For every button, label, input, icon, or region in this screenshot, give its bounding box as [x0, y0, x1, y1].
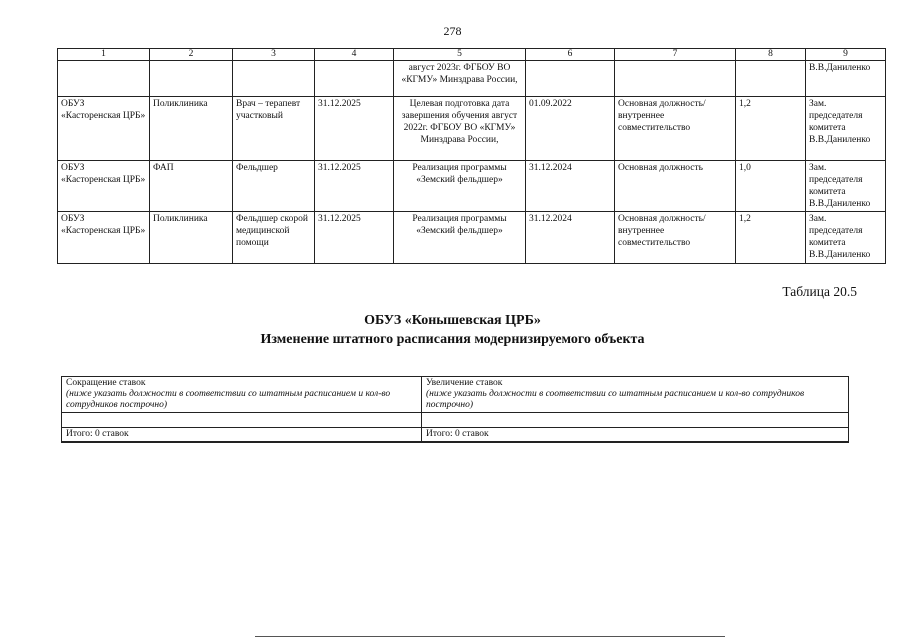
table-row	[58, 212, 886, 264]
table-cell-col-5: Целевая подготовка дата завершения обучения август 2022г. ФГБОУ ВО «КГМУ» Минздрава России,	[394, 97, 526, 161]
section-subtitle: Изменение штатного расписания модернизируемого объекта	[260, 332, 645, 347]
column-number-4: 4	[315, 49, 394, 61]
table-row	[58, 161, 886, 212]
staff-total-row	[62, 428, 849, 443]
column-number-9: 9	[806, 49, 886, 61]
table-cell-col-3: Фельдшер скорой медицинской помощи	[233, 212, 315, 264]
table-cell-col-1: ОБУЗ «Касторенская ЦРБ»	[58, 161, 150, 212]
table-cell-col-8: 1,2	[736, 97, 806, 161]
table-cell-col-3: Врач – терапевт участковый	[233, 97, 315, 161]
table-cell-col-1: ОБУЗ «Касторенская ЦРБ»	[58, 97, 150, 161]
table-cell-col-4: 31.12.2025	[315, 161, 394, 212]
table-cell-col-8: 1,0	[736, 161, 806, 212]
table-cell-col-7: Основная должность/внутреннее совместительство	[615, 97, 736, 161]
table-cell-col-2: Поликлиника	[150, 212, 233, 264]
table-header-row	[58, 49, 886, 61]
table-cell-col-6: 31.12.2024	[526, 212, 615, 264]
table-cell-col-4: 31.12.2025	[315, 212, 394, 264]
column-number-7: 7	[615, 49, 736, 61]
column-number-6: 6	[526, 49, 615, 61]
table-cell-col-4: 31.12.2025	[315, 97, 394, 161]
increase-header-cell	[422, 377, 849, 413]
table-cell-col-9: Зам. председателя комитета В.В.Даниленко	[806, 97, 886, 161]
staff-empty-row	[62, 413, 849, 428]
reduction-header: Сокращение ставок	[66, 378, 146, 388]
reduction-note: (ниже указать должности в соответствии со штатным расписанием и кол-во сотрудников построчно)	[66, 389, 391, 410]
table-cell-col-7	[615, 61, 736, 97]
table-cell-col-3: Фельдшер	[233, 161, 315, 212]
increase-header: Увеличение ставок	[426, 378, 503, 388]
table-cell-col-4	[315, 61, 394, 97]
table-cell-col-2: ФАП	[150, 161, 233, 212]
table-cell-col-8	[736, 61, 806, 97]
organization-title: ОБУЗ «Конышевская ЦРБ»	[364, 313, 541, 328]
column-number-8: 8	[736, 49, 806, 61]
table-cell-col-5: Реализация программы «Земский фельдшер»	[394, 212, 526, 264]
table-cell-col-6	[526, 61, 615, 97]
page-number: 278	[443, 24, 462, 38]
staff-header-row	[62, 377, 849, 413]
table-cell-col-6: 31.12.2024	[526, 161, 615, 212]
table-row	[58, 97, 886, 161]
table-cell-col-9: Зам. председателя комитета В.В.Даниленко	[806, 212, 886, 264]
table-cell-col-2	[150, 61, 233, 97]
table-cell-col-6: 01.09.2022	[526, 97, 615, 161]
table-cell-col-3	[233, 61, 315, 97]
table-cell-col-7: Основная должность/внутреннее совместительство	[615, 212, 736, 264]
increase-note: (ниже указать должности в соответствии со штатным расписанием и кол-во сотрудников построчно)	[426, 389, 805, 410]
table-cell-col-9: В.В.Даниленко	[806, 61, 886, 97]
table-cell-col-2: Поликлиника	[150, 97, 233, 161]
reduction-header-cell	[62, 377, 422, 413]
reduction-total: Итого: 0 ставок	[62, 428, 422, 443]
reduction-empty-cell	[62, 413, 422, 428]
table-cell-col-7: Основная должность	[615, 161, 736, 212]
increase-empty-cell	[422, 413, 849, 428]
table-cell-col-5: Реализация программы «Земский фельдшер»	[394, 161, 526, 212]
increase-total: Итого: 0 ставок	[422, 428, 849, 443]
bottom-rule	[255, 636, 725, 637]
column-number-3: 3	[233, 49, 315, 61]
table-cell-col-1	[58, 61, 150, 97]
staff-change-table	[61, 376, 849, 443]
table-row	[58, 61, 886, 97]
column-number-2: 2	[150, 49, 233, 61]
table-cell-col-5: август 2023г. ФГБОУ ВО «КГМУ» Минздрава России,	[394, 61, 526, 97]
column-number-5: 5	[394, 49, 526, 61]
table-cell-col-9: Зам. председателя комитета В.В.Даниленко	[806, 161, 886, 212]
table-cell-col-8: 1,2	[736, 212, 806, 264]
column-number-1: 1	[58, 49, 150, 61]
table-cell-col-1: ОБУЗ «Касторенская ЦРБ»	[58, 212, 150, 264]
positions-table	[57, 48, 886, 264]
table-reference: Таблица 20.5	[782, 284, 857, 299]
